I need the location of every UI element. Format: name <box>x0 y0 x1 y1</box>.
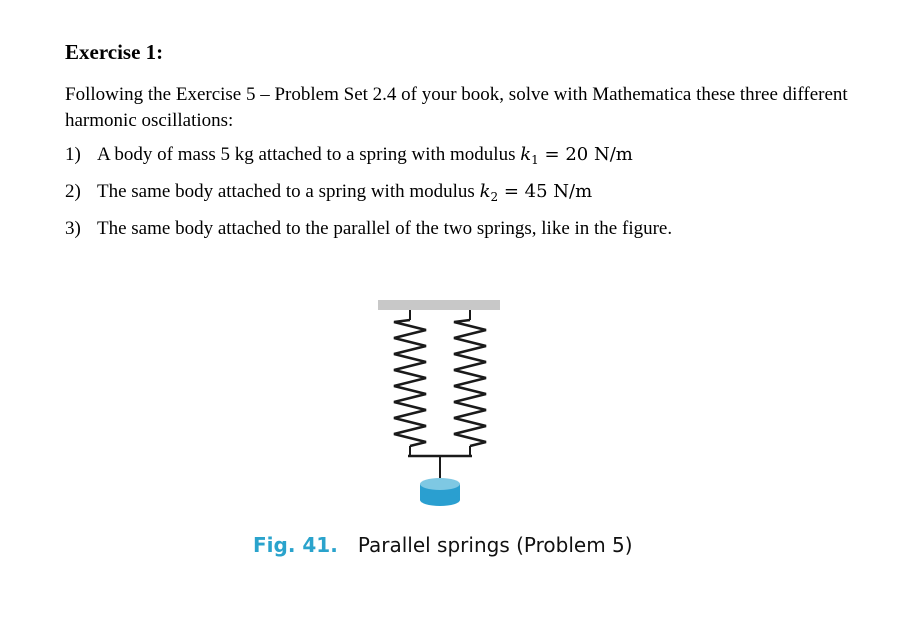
ceiling-bar <box>378 300 500 310</box>
math-variable: k <box>479 181 491 202</box>
math-subscript: 2 <box>490 190 499 204</box>
parallel-springs-figure <box>370 290 510 515</box>
mass-top <box>420 478 460 490</box>
exercise-title: Exercise 1: <box>65 40 164 64</box>
item-number: 2) <box>65 181 81 202</box>
math-variable: k <box>520 144 532 165</box>
math-subscript: 1 <box>531 153 539 167</box>
list-item <box>65 144 633 167</box>
mass-bottom <box>420 494 460 506</box>
list-item <box>65 181 592 204</box>
item-text: The same body attached to the parallel of the two springs, like in the figure. <box>97 218 673 239</box>
exercise-intro: Following the Exercise 5 – Problem Set 2.4 of your book, solve with Mathematica these three different harmonic oscillations: <box>65 84 848 131</box>
list-item <box>65 218 672 240</box>
item-number: 3) <box>65 218 81 239</box>
item-number: 1) <box>65 144 81 165</box>
item-text: A body of mass 5 kg attached to a spring with modulus <box>97 144 521 165</box>
item-text: The same body attached to a spring with modulus <box>97 181 480 202</box>
math-value: = 20 N/m <box>538 144 633 165</box>
springs-illustration <box>370 290 510 515</box>
left-spring <box>394 320 426 446</box>
figure-caption-text: Parallel springs (Problem 5) <box>357 533 633 557</box>
figure-label: Fig. 41. <box>253 533 338 557</box>
right-spring <box>454 320 486 446</box>
math-value: = 45 N/m <box>498 181 593 202</box>
figure-caption <box>253 533 633 557</box>
